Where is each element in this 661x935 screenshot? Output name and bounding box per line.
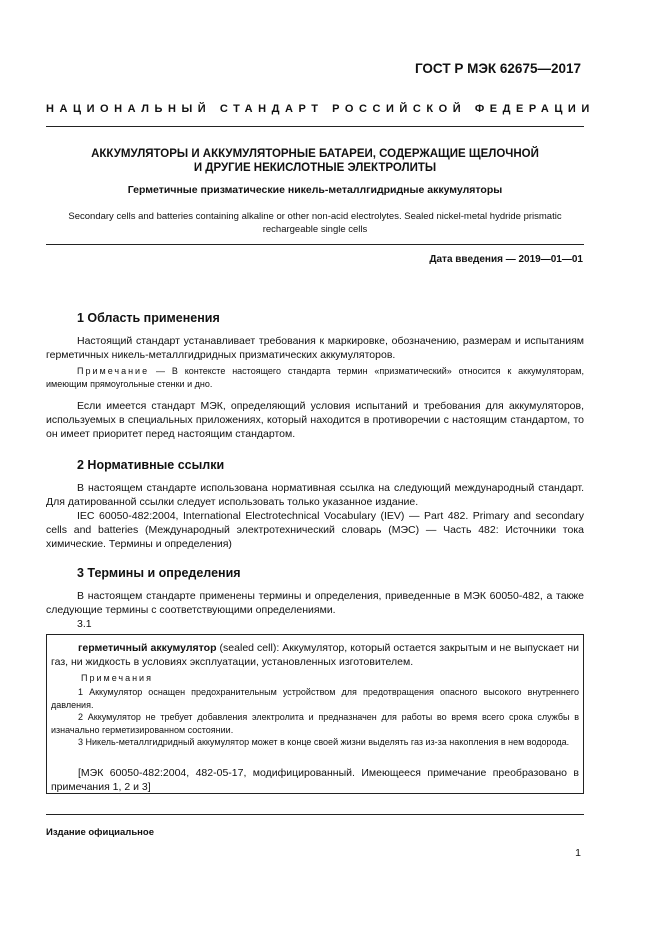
official-edition-label: Издание официальное — [46, 827, 154, 838]
section-1-paragraph-1: Настоящий стандарт устанавливает требования к маркировке, обозначению, размерам и испытаниям герметичных никель-металлгидридных призматических аккумуляторов. — [46, 335, 584, 361]
section-1-note — [46, 365, 584, 390]
note-text: — В контексте настоящего стандарта термин «призматический» относится к аккумуляторам, имеющим прямоугольные стенки и дно. — [46, 366, 584, 389]
english-title-line-2: rechargeable single cells — [262, 223, 368, 235]
national-standard-heading: НАЦИОНАЛЬНЫЙ СТАНДАРТ РОССИЙСКОЙ ФЕДЕРАЦИИ — [46, 103, 595, 115]
document-subtitle: Герметичные призматические никель-металлгидридные аккумуляторы — [127, 184, 503, 196]
standard-code: ГОСТ Р МЭК 62675—2017 — [414, 61, 581, 76]
title-line-1: АККУМУЛЯТОРЫ И АККУМУЛЯТОРНЫЕ БАТАРЕИ, СОДЕРЖАЩИЕ ЩЕЛОЧНОЙ — [91, 148, 539, 160]
note-label: Примечание — [77, 366, 150, 376]
section-2-heading: 2 Нормативные ссылки — [77, 458, 225, 472]
section-2-reference: IEC 60050-482:2004, International Electrotechnical Vocabulary (IEV) — Part 482. Primary and secondary cells and batteries (Международный электротехнический словарь (МЭС) — Часть 482: Источники тока химические. Термины и определения) — [46, 510, 584, 550]
term-definition — [51, 641, 579, 669]
section-1-heading: 1 Область применения — [77, 311, 220, 325]
term-note-1: 1 Аккумулятор оснащен предохранительным устройством для предотвращения опасного высокого внутреннего давления. — [51, 687, 579, 710]
section-3-paragraph-1: В настоящем стандарте применены термины и определения, приведенные в МЭК 60050-482, а также следующие термины с соответствующими определениями. — [46, 590, 584, 616]
english-title — [46, 211, 584, 236]
clause-number: 3.1 — [77, 618, 92, 630]
term-note-3: 3 Никель-металлгидридный аккумулятор может в конце своей жизни выделять газ из-за накопления в нем водорода. — [78, 737, 570, 747]
english-title-line-1: Secondary cells and batteries containing alkaline or other non-acid electrolytes. Sealed nickel-metal hydride prismatic — [68, 211, 562, 222]
section-1-paragraph-2: Если имеется стандарт МЭК, определяющий условия испытаний и требования для аккумуляторов, используемых в специальных приложениях, который находится в противоречии с настоящим стандартом, то он имеет приоритет перед настоящим стандартом. — [46, 400, 584, 440]
section-2-paragraph-1: В настоящем стандарте использована нормативная ссылка на следующий международный стандарт. Для датированной ссылки следует использовать только указанное издание. — [46, 482, 584, 508]
term-note-2: 2 Аккумулятор не требует добавления электролита и предназначен для работы во время всего срока службы в изначально герметизированном состоянии. — [51, 712, 579, 735]
term-source: [МЭК 60050-482:2004, 482-05-17, модифицированный. Имеющееся примечание преобразовано в примечания 1, 2 и 3] — [51, 767, 579, 793]
document-title — [46, 147, 584, 175]
page-number: 1 — [575, 847, 581, 859]
header-divider — [46, 126, 584, 127]
term-name: герметичный аккумулятор — [78, 642, 217, 654]
title-line-2: И ДРУГИЕ НЕКИСЛОТНЫЕ ЭЛЕКТРОЛИТЫ — [193, 162, 437, 174]
footer-divider — [46, 814, 584, 815]
term-notes-heading: Примечания — [81, 673, 153, 683]
section-3-heading: 3 Термины и определения — [77, 566, 241, 580]
title-divider — [46, 244, 584, 245]
term-text: (sealed cell): Аккумулятор, который остается закрытым и не выпускает ни газ, ни жидкость в условиях эксплуатации, установленных изготовителем. — [51, 642, 579, 668]
term-definition-box — [46, 634, 584, 794]
introduction-date: Дата введения — 2019—01—01 — [429, 254, 583, 265]
